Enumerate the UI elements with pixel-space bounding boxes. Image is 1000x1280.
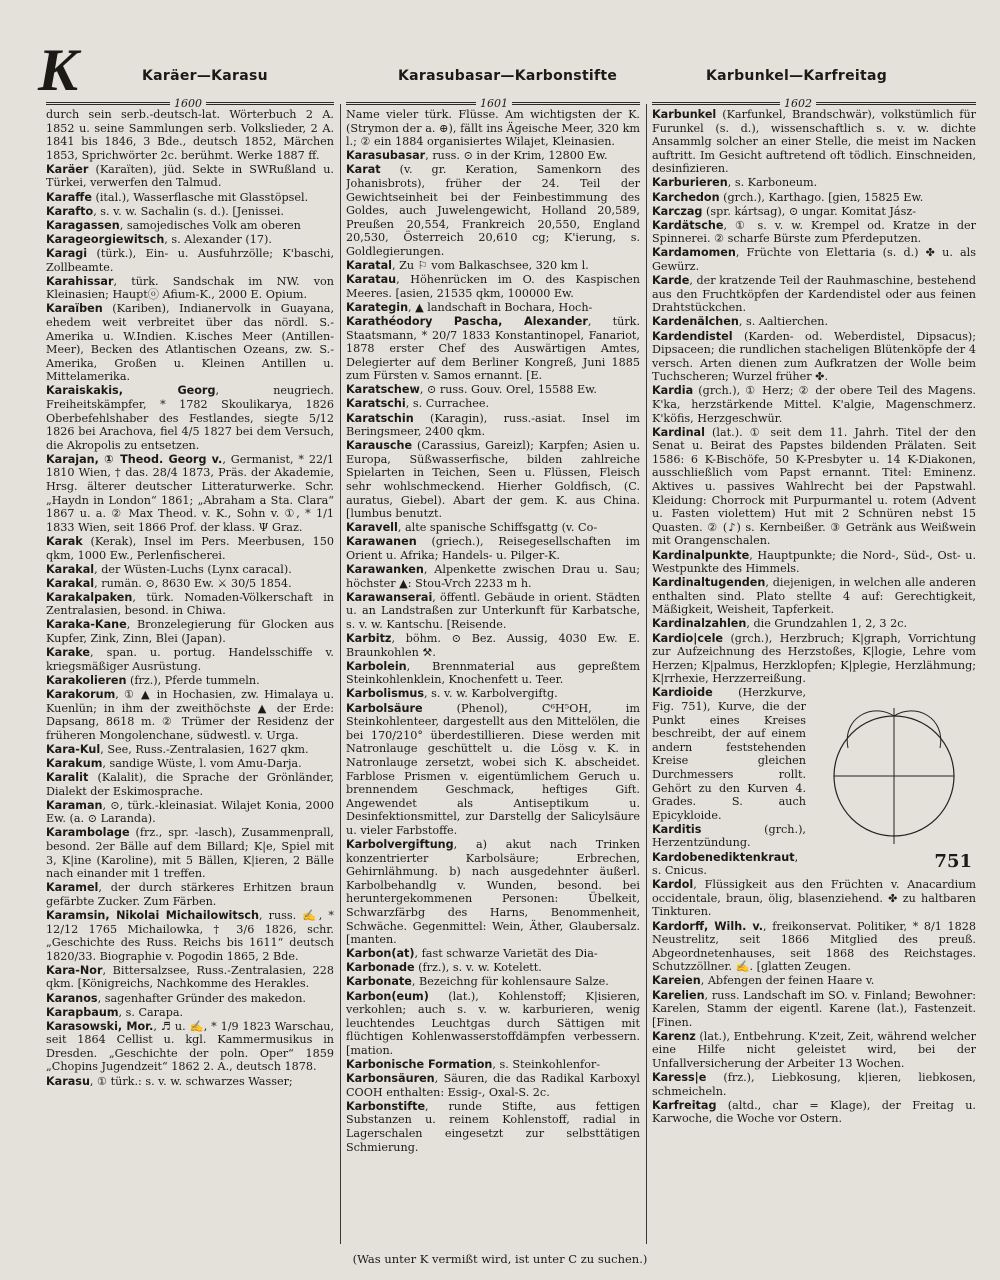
dictionary-entry — [652, 576, 976, 617]
dictionary-entry — [346, 687, 640, 701]
page-number-right: 1602 — [780, 97, 816, 110]
dictionary-entry — [346, 1100, 640, 1154]
entry-headword: Karagi — [46, 246, 88, 260]
entry-headword: Karbunkel — [652, 108, 717, 121]
entry-text: , der Wüsten-Luchs (Lynx caracal). — [94, 562, 292, 576]
entry-headword: Karafto — [46, 204, 94, 218]
entry-headword: Karathéodory Pascha, Alexander — [346, 314, 588, 328]
entry-text: , s. v. w. Sachalin (s. d.). [Jenissei. — [93, 204, 284, 218]
entry-headword: Karditis — [652, 822, 702, 836]
entry-text: , türk. Staatsmann, * 20/7 1833 Konstantinopel, Fanariot, 1878 erster Chef des Auswärtigen Amtes, Delegierter auf dem Berliner Kongreß, Juni 1885 zum Fürsten v. Samos ernannt. [E. — [346, 314, 640, 383]
dictionary-entry — [346, 315, 640, 383]
dictionary-entry — [652, 1099, 976, 1126]
dictionary-entry — [46, 384, 334, 452]
entry-headword: Karakum — [46, 756, 103, 770]
entry-text: (Carassius, Gareizl); Karpfen; Asien u. Europa, Süßwasserfische, bilden zahlreiche Spielarten in Teichen, Seen u. Flüssen, Fleisch sehr wohlschmeckend. Hierher Goldfisch, (C. auratus, Giebel). Abart der gem. K. aus China. [lumbus benutzt. — [346, 439, 640, 521]
entry-headword: Karagassen — [46, 218, 120, 232]
entry-text: (Karagin), russ.-asiat. Insel im Beringsmeer, 2400 qkm. — [346, 411, 640, 439]
entry-text: , Bittersalzsee, Russ.-Zentralasien, 228 qkm. [Königreichs, Nachkomme des Herakles. — [46, 963, 334, 991]
entry-headword: Kardätsche — [652, 218, 724, 232]
entry-text: , diejenigen, in welchen alle anderen enthalten sind. Plato stellte 4 auf: Gerechtigkeit, Mäßigkeit, Weisheit, Tapferkeit. — [652, 576, 976, 617]
dictionary-entry — [46, 247, 334, 274]
dictionary-entry — [652, 384, 976, 425]
entry-headword: Karbolismus — [346, 687, 425, 701]
dictionary-entry — [652, 632, 976, 686]
entry-headword: Karasu — [46, 1074, 90, 1088]
entry-headword: Kardinalpunkte — [652, 548, 750, 562]
dictionary-entry — [46, 108, 334, 162]
entry-headword: Karaffe — [46, 190, 92, 204]
dictionary-entry — [652, 549, 976, 576]
entry-text: , ⊙ russ. Gouv. Orel, 15588 Ew. — [419, 383, 597, 397]
entry-headword: Karakal — [46, 562, 95, 576]
entry-text: , ▲ landschaft in Bochara, Hoch- — [408, 300, 593, 314]
entry-headword: Karambolage — [46, 826, 130, 840]
entry-headword: Kareien — [652, 974, 701, 988]
entry-text: (Herzkurve, Fig. 751), Kurve, die der Punkt eines Kreises beschreibt, der auf einem andern feststehenden Kreise gleichen Durchmessers rollt. Gehört zu den Kurven 4. Grades. S. auch Epicykloide. — [652, 686, 806, 822]
entry-text: (altd., char = Klage), der Freitag u. Karwoche, die Woche vor Ostern. — [652, 1098, 976, 1126]
entry-text: (grch.), Herzbruch; K|graph, Vorrichtung zur Aufzeichnung des Herzstoßes, K|logie, Lehre vom Herzen; K|palmus, Herzklopfen; K|plegie, Herzlähmung; K|rrhexie, Herzzerreißung. — [652, 631, 976, 686]
entry-text: , Brennmaterial aus gepreßtem Steinkohlenklein, Knochenfett u. Teer. — [346, 659, 640, 687]
dictionary-entry — [46, 771, 334, 798]
entry-text: , ① türk.: s. v. w. schwarzes Wasser; — [89, 1074, 293, 1088]
entry-text: , türk. Nomaden-Völkerschaft in Zentralasien, besond. in Chiwa. — [46, 590, 334, 618]
entry-headword: Karbolsäure — [346, 701, 423, 715]
entry-headword: Karbon(at) — [346, 947, 415, 961]
dictionary-entry — [46, 799, 334, 826]
dictionary-entry — [652, 274, 976, 315]
dictionary-entry — [46, 233, 334, 247]
entry-headword: Karavell — [346, 521, 398, 535]
entry-text: , fast schwarze Varietät des Dia- — [414, 947, 598, 961]
entry-text: , öffentl. Gebäude in orient. Städten u. an Landstraßen zur Unterkunft für Karbatsche, s. v. w. Kantschu. [Reisende. — [346, 590, 640, 631]
entry-text: , russ. Landschaft im SO. v. Finland; Bewohner: Karelen, Stamm der eigentl. Karene (lat.), Fastenzeit. [Finen. — [652, 988, 976, 1029]
entry-text: , alte spanische Schiffsgattg (v. Co- — [397, 521, 598, 535]
right-running-head: Karbunkel—Karfreitag — [706, 68, 888, 84]
entry-headword: Karbonate — [346, 975, 412, 989]
dictionary-entry — [46, 674, 334, 688]
dictionary-entry — [346, 397, 640, 411]
dictionary-entry — [346, 990, 640, 1058]
entry-headword: Karawanserai — [346, 590, 433, 604]
dictionary-entry — [652, 205, 976, 219]
dictionary-entry — [46, 688, 334, 742]
entry-headword: Karfreitag — [652, 1098, 717, 1112]
dictionary-entry — [346, 273, 640, 300]
dictionary-entry — [46, 757, 334, 771]
dictionary-entry — [346, 702, 640, 838]
dictionary-entry — [346, 1058, 640, 1072]
entry-text: , ① s. v. w. Krempel od. Kratze in der Spinnerei. ② scharfe Bürste zum Pferdeputzen. — [652, 218, 976, 246]
dictionary-entry — [46, 1075, 334, 1089]
entry-text: , Früchte von Elettaria (s. d.) ✤ u. als Gewürz. — [652, 246, 976, 274]
entry-text: (frz.), Pferde tummeln. — [126, 673, 260, 687]
dictionary-entry — [346, 383, 640, 397]
entry-text: (Karfunkel, Brandschwär), volkstümlich für Furunkel (s. d.), wissenschaftlich s. v. w. dichte Ansammlg solcher an einer Stelle, die meist im Nacken auftritt. Im Gesicht auftretend oft tödlich. Einschneiden, desinfizieren. — [652, 108, 976, 176]
entry-headword: Kardamomen — [652, 246, 736, 260]
entry-headword: Kardinaltugenden — [652, 576, 766, 590]
entry-text: , der durch stärkeres Erhitzen braun gefärbte Zucker. Zum Färben. — [46, 881, 334, 908]
dictionary-entry — [652, 617, 976, 631]
entry-text: , neugriech. Freiheitskämpfer, * 1782 Skoulikarya, 1826 Oberbefehlshaber des Festlandes, siegte 5/12 1826 bei Arachova, fiel 4/5 1827 bei dem Versuch, die Akropolis zu entsetzen. — [46, 384, 334, 452]
entry-headword: Karatschi — [346, 397, 406, 411]
entry-text: (lat.). ① seit dem 11. Jahrh. Titel der den Senat u. Beirat des Papstes bildenden Prälaten. Seit 1586: 6 K-Bischöfe, 50 K-Presbyter u. 14 K-Diakonen, ausschließlich vom Papst ernannt. Titel: Eminenz. Aktives u. passives Wahlrecht bei der Papstwahl. Kleidung: Chorrock mit Purpurmantel u. rotem (Advent u. Fasten violettem) Hut mit 2 Schnüren nebst 15 Quasten. ② (♪) s. Kernbeißer. ③ Getränk aus Weißwein mit Orangenschalen. — [652, 425, 976, 548]
dictionary-entry — [46, 1006, 334, 1020]
entry-text: (ital.), Wasserflasche mit Glasstöpsel. — [91, 190, 309, 204]
entry-text: , der kratzende Teil der Rauhmaschine, bestehend aus den Fruchtköpfen der Kardendistel oder aus feinen Drahtstückchen. — [652, 274, 976, 315]
dictionary-entry — [652, 176, 976, 190]
entry-text: (lat.), Entbehrung. K'zeit, Zeit, während welcher eine Hilfe nicht geleistet wird, bei der Unfallversicherung der Arbeiter 13 Wochen. — [652, 1029, 976, 1070]
entry-headword: Karbon(eum) — [346, 989, 429, 1003]
entry-headword: Karausche — [346, 439, 413, 453]
dictionary-entry — [46, 826, 334, 880]
dictionary-entry — [346, 660, 640, 687]
entry-headword: Karakolieren — [46, 673, 127, 687]
dictionary-entry — [652, 330, 976, 384]
dictionary-entry — [46, 909, 334, 963]
entry-headword: Karbonade — [346, 961, 415, 975]
entry-text: , die Grundzahlen 1, 2, 3 2c. — [746, 617, 908, 631]
entry-headword: Karaiskakis, Georg — [46, 384, 216, 398]
center-running-head: Karasubasar—Karbonstifte — [398, 68, 618, 84]
entry-headword: Karajan, ① Theod. Georg v. — [46, 452, 223, 466]
entry-text: , s. Steinkohlenfor- — [492, 1057, 601, 1071]
entry-headword: Karczag — [652, 204, 703, 218]
entry-text: , Höhenrücken im O. des Kaspischen Meeres. [asien, 21535 qkm, 100000 Ew. — [346, 273, 640, 300]
dictionary-entry — [346, 301, 640, 315]
entry-headword: Karde — [652, 274, 690, 288]
dictionary-entry — [346, 108, 640, 149]
dictionary-entry — [46, 205, 334, 219]
entry-headword: Kara-Kul — [46, 742, 101, 756]
entry-headword: Karapbaum — [46, 1005, 119, 1019]
entry-headword: Karenz — [652, 1029, 696, 1043]
dictionary-entry — [652, 878, 976, 919]
entry-headword: Karelien — [652, 988, 705, 1002]
dictionary-entry — [46, 743, 334, 757]
entry-text: (spr. kártsag), ⊙ ungar. Komitat Jász- — [702, 204, 917, 218]
entry-text: , Abfengen der feinen Haare v. — [700, 974, 875, 988]
dictionary-entry — [652, 920, 976, 974]
dictionary-entry — [46, 163, 334, 190]
entry-text: Name vieler türk. Flüsse. Am wichtigsten der K. (Strymon der a. ⊕), fällt ins Ägeische Meer, 320 km l.; ② ein 1884 organisiertes Wilajet, Kleinasien. — [346, 108, 640, 149]
entry-text: (Kariben), Indianervolk in Guayana, ehedem weit verbreitet über das nördl. S.-Amerika u. W.Indien. K.isches Meer (Antillen-Meer), Becken des Atlantischen Ozeans, zw. S.-Amerika, Großen u. Kleinen Antillen u. Mittelamerika. — [46, 302, 334, 384]
entry-text: (Karden- od. Weberdistel, Dipsacus); Dipsaceen; die rundlichen stacheligen Blütenköpfe der 4 versch. Arten dienen zum Aufkratzen der Wolle beim Tuchscheren; Wurzel früher ✤. — [652, 329, 976, 384]
entry-text: , runde Stifte, aus fettigen Substanzen u. reinem Kohlenstoff, radial in Lagerschalen eingesetzt zur selbsttätigen Schmierung. — [346, 1099, 640, 1154]
cardioid-figure — [812, 688, 976, 872]
entry-headword: Karategin — [346, 300, 409, 314]
dictionary-entry — [346, 412, 640, 439]
column-left — [46, 108, 334, 1248]
entry-headword: Karakal — [46, 576, 95, 590]
dictionary-entry — [652, 191, 976, 205]
entry-headword: Karburieren — [652, 176, 728, 190]
dictionary-entry — [346, 632, 640, 659]
dictionary-entry — [46, 881, 334, 908]
entry-text: , Bezeichng für kohlensaure Salze. — [411, 975, 609, 989]
entry-headword: Kardioide — [652, 686, 713, 700]
entry-text: durch sein serb.-deutsch-lat. Wörterbuch 2 A. 1852 u. seine Sammlungen serb. Volkslieder, 2 A. 1841 bis 1846, 3 Bde., deutsch 1852, Märchen 1853, Sprichwörter 2c. berühmt. Werke 1887 ff. — [46, 108, 334, 162]
entry-headword: Kardio|cele — [652, 631, 723, 645]
entry-headword: Kardobenediktenkraut — [652, 850, 795, 864]
entry-text: (frz., spr. -lasch), Zusammenprall, besond. 2er Bälle auf dem Billard; K|e, Spiel mit 3, K|ine (Karoline), mit 5 Bällen, K|ieren, 2 Bälle nach einander mit 1 treffen. — [46, 826, 334, 881]
entry-headword: Kardinal — [652, 425, 705, 439]
entry-headword: Karat — [346, 163, 381, 177]
entry-text: (frz.), s. v. w. Kotelett. — [414, 961, 542, 975]
entry-text: , s. Alexander (17). — [164, 232, 272, 246]
dictionary-entry — [46, 992, 334, 1006]
dictionary-entry — [346, 975, 640, 989]
entry-text: , s. Aaltierchen. — [738, 315, 829, 329]
entry-headword: Kardendistel — [652, 329, 733, 343]
entry-text: , Bronzelegierung für Glocken aus Kupfer, Zink, Zinn, Blei (Japan). — [46, 618, 334, 646]
dictionary-entry — [46, 302, 334, 384]
page-number-left: 1600 — [170, 97, 206, 110]
dictionary-entry — [46, 646, 334, 673]
entry-text: , russ. ⊙ in der Krim, 12800 Ew. — [425, 149, 608, 163]
entry-text: , s. Karboneum. — [727, 176, 818, 190]
dictionary-entry — [46, 563, 334, 577]
entry-text: (grch.), Herzentzündung. — [652, 822, 806, 850]
page-number-center: 1601 — [476, 97, 512, 110]
entry-headword: Karaïben — [46, 302, 103, 316]
entry-text: , ⊙, türk.-kleinasiat. Wilajet Konia, 2000 Ew. (a. ⊙ Laranda). — [46, 798, 334, 826]
dictionary-entry — [346, 521, 640, 535]
entry-headword: Karalit — [46, 771, 89, 784]
dictionary-entry — [46, 577, 334, 591]
entry-headword: Karawanken — [346, 563, 424, 577]
dictionary-entry — [46, 618, 334, 645]
entry-text: (grch.), Karthago. [gien, 15825 Ew. — [719, 190, 924, 204]
dictionary-entry — [346, 591, 640, 632]
dictionary-entry — [652, 426, 976, 548]
dictionary-entry — [346, 563, 640, 590]
entry-text: , türk. Sandschak im NW. von Kleinasien; Hauptⓞ Afium-K., 2000 E. Opium. — [46, 274, 334, 302]
entry-text: , böhm. ⊙ Bez. Aussig, 4030 Ew. E. Braunkohlen ⚒. — [346, 632, 640, 659]
entry-text: , Säuren, die das Radikal Karboxyl COOH enthalten: Essig-, Oxal-S. 2c. — [346, 1072, 640, 1099]
dictionary-entry — [346, 163, 640, 258]
dictionary-entry — [46, 535, 334, 562]
entry-headword: Karamsin, Nikolai Michailowitsch — [46, 908, 259, 922]
dictionary-entry — [346, 439, 640, 521]
column-center — [346, 108, 640, 1246]
entry-text: , s. Cnicus. — [652, 850, 799, 878]
entry-headword: Kardorff, Wilh. v. — [652, 919, 764, 933]
dictionary-entry — [652, 246, 976, 273]
entry-text: (türk.), Ein- u. Ausfuhrzölle; K'baschi, Zollbeamte. — [46, 246, 334, 274]
page-footer-note: (Was unter K vermißt wird, ist unter C zu suchen.) — [352, 1252, 648, 1266]
left-running-head: Karäer—Karasu — [142, 68, 268, 84]
section-letter: K — [38, 37, 79, 103]
entry-headword: Karbolvergiftung — [346, 837, 454, 851]
entry-text: (frz.), Liebkosung, k|ieren, liebkosen, schmeicheln. — [652, 1071, 976, 1098]
entry-text: , samojedisches Volk am oberen — [119, 218, 301, 232]
entry-headword: Karatau — [346, 273, 397, 287]
dictionary-entry — [46, 1020, 334, 1074]
entry-headword: Karbitz — [346, 632, 392, 646]
entry-text: , freikonservat. Politiker, * 8/1 1828 Neustrelitz, seit 1866 Mitglied des preuß. Abgeordnetenhauses, seit 1868 des Reichstages. Schutzzöllner. ✍. [glatten Zeugen. — [652, 919, 976, 974]
entry-headword: Karasowski, Mor. — [46, 1019, 154, 1033]
entry-text: , sagenhafter Gründer des makedon. — [97, 991, 306, 1005]
dictionary-entry — [46, 964, 334, 991]
entry-text: (Phenol), C⁶H⁵OH, im Steinkohlenteer, dargestellt aus den Mittelölen, die bei 170/210° überdestillieren. Diese werden mit Natronlauge geschüttelt u. die Lösg v. K. in Natronlauge zersetzt, wobei sich K. abscheidet. Farblose Prismen v. eigentümlichem Geruch u. brennendem Geschmack, heftiges Gift. Angewendet als Antiseptikum u. Desinfektionsmittel, zur Darstellg der Salicylsäure u. vieler Farbstoffe. — [346, 701, 640, 837]
column-right — [652, 108, 976, 1238]
entry-headword: Karchedon — [652, 190, 720, 204]
entry-text: (grch.), ① Herz; ② der obere Teil des Magens. K'ka, herzstärkende Mittel. K'algie, Magenschmerz. K'köfis, Herzgeschwür. — [652, 384, 976, 425]
entry-text: , s. Carapa. — [118, 1005, 184, 1019]
entry-text: , Alpenkette zwischen Drau u. Sau; höchster ▲: Stou-Vrch 2233 m h. — [346, 563, 640, 590]
entry-headword: Kardenälchen — [652, 315, 739, 329]
entry-text: (griech.), Reisegesellschaften im Orient u. Afrika; Handels- u. Pilger-K. — [346, 535, 640, 562]
entry-headword: Karatal — [346, 259, 393, 273]
dictionary-entry — [346, 535, 640, 562]
dictionary-entry — [46, 591, 334, 618]
entry-text: , span. u. portug. Handelsschiffe v. kriegsmäßiger Ausrüstung. — [46, 646, 334, 673]
dictionary-entry — [652, 974, 976, 988]
dictionary-entry — [346, 947, 640, 961]
entry-headword: Karbonstifte — [346, 1099, 426, 1113]
entry-headword: Karbolein — [346, 659, 407, 673]
entry-headword: Karbonsäuren — [346, 1072, 435, 1086]
dictionary-entry — [346, 259, 640, 273]
entry-headword: Kardia — [652, 384, 694, 398]
entry-text: (Karaïten), jüd. Sekte in SWRußland u. Türkei, verwerfen den Talmud. — [46, 162, 334, 190]
entry-headword: Karawanen — [346, 535, 417, 549]
entry-headword: Kara-Nor — [46, 963, 103, 977]
entry-text: (v. gr. Keration, Samenkorn des Johanisbrots), früher der 24. Teil der Gewichtseinheit bei der Feinbestimmung des Goldes, auch Juwelengewicht, Holland 20,589, Preußen 20,554, Frankreich 20,550, England 20,530, Österreich 20,610 cg; K'ierung, s. Goldlegierungen. — [346, 163, 640, 258]
dictionary-entry — [652, 1071, 976, 1098]
entry-text: (Kerak), Insel im Pers. Meerbusen, 150 qkm, 1000 Ew., Perlenfischerei. — [46, 534, 334, 562]
dictionary-entry — [346, 961, 640, 975]
entry-headword: Karäer — [46, 162, 89, 176]
dictionary-entry — [46, 219, 334, 233]
entry-headword: Karamel — [46, 881, 99, 895]
entry-headword: Kardinalzahlen — [652, 617, 747, 631]
entry-headword: Karbonische Formation — [346, 1057, 493, 1071]
entry-text: , Hauptpunkte; die Nord-, Süd-, Ost- u. Westpunkte des Himmels. — [652, 548, 976, 576]
entry-text: , Zu ⚐ vom Balkaschsee, 320 km l. — [392, 259, 589, 273]
dictionary-entry — [46, 275, 334, 302]
entry-headword: Karaka-Kane — [46, 618, 127, 632]
entry-headword: Karake — [46, 646, 91, 660]
dictionary-entry — [346, 149, 640, 163]
entry-headword: Karatschin — [346, 411, 414, 425]
entry-headword: Karakalpaken — [46, 590, 133, 604]
entry-headword: Karanos — [46, 991, 98, 1005]
entry-headword: Karakorum — [46, 687, 116, 701]
entry-text: (Kalalit), die Sprache der Grönländer, Dialekt der Eskimosprache. — [46, 771, 334, 798]
dictionary-entry — [652, 108, 976, 176]
entry-headword: Karess|e — [652, 1071, 707, 1085]
entry-text: , s. Currachee. — [405, 397, 490, 411]
column-divider — [340, 104, 341, 1244]
entry-headword: Karaman — [46, 798, 103, 812]
entry-headword: Karageorgiewitsch — [46, 232, 165, 246]
entry-text: , ♬ u. ✍, * 1/9 1823 Warschau, seit 1864 Cellist u. kgl. Kammermusikus in Dresden. „Geschichte der poln. Oper“ 1859 „Chopins Jugendzeit“ 1862 2. A., deutsch 1878. — [46, 1019, 334, 1074]
entry-headword: Karahissar — [46, 274, 114, 288]
dictionary-entry — [652, 315, 976, 329]
dictionary-entry — [346, 1072, 640, 1099]
entry-text: , See, Russ.-Zentralasien, 1627 qkm. — [100, 742, 309, 756]
entry-text: , a) akut nach Trinken konzentrierter Karbolsäure; Erbrechen, Gehirnlähmung. b) nach ausgedehnter äußerl. Karbolbehandlg v. Wunden, besond. bei heruntergekommenen Personen: Übelkeit, Schwarzfärbg des Harns, Benommenheit, Schwäche. Gegenmittel: Wein, Äther, Glaubersalz. [manten. — [346, 837, 640, 947]
entry-text: , russ. ✍, * 12/12 1765 Michailowka, † 3/6 1826, schr. „Geschichte des Russ. Reichs bis 1611“ deutsch 1820/33. Biographie v. Pogodin 1865, 2 Bde. — [46, 908, 334, 963]
entry-headword: Kardol — [652, 878, 694, 892]
dictionary-entry — [46, 453, 334, 535]
cardioid-diagram — [812, 688, 976, 848]
entry-text: , Germanist, * 22/1 1810 Wien, † das. 28/4 1873, Präs. der Akademie, Hrsg. älterer deutscher Litteraturwerke. Schr. „Haydn in London“ 1861; „Abraham a Sta. Clara“ 1867 u. a. ② Max Theod. v. K., Sohn v. ①, * 1/1 1833 Wien, seit 1866 Prof. der klass. Ψ Graz. — [46, 452, 334, 534]
dictionary-entry — [652, 1030, 976, 1071]
entry-text: , rumän. ⊙, 8630 Ew. ⚔ 30/5 1854. — [94, 576, 292, 590]
column-divider — [646, 104, 647, 1244]
dictionary-entry — [652, 989, 976, 1030]
entry-headword: Karatschew — [346, 383, 420, 397]
entry-text: , sandige Wüste, l. vom Amu-Darja. — [102, 756, 302, 770]
entry-headword: Karak — [46, 534, 83, 548]
entry-text: , Flüssigkeit aus den Früchten v. Anacardium occidentale, braun, ölig, blasenziehend. ✤ zu haltbaren Tinkturen. — [652, 878, 976, 919]
entry-text: , ① ▲ in Hochasien, zw. Himalaya u. Kuenlün; in ihm der zweithöchste ▲ der Erde: Dapsang, 8618 m. ② Trümer der Residenz der früheren Mongolenchane, südwestl. v. Urga. — [46, 687, 334, 742]
figure-number: 751 — [934, 850, 972, 872]
dictionary-entry — [46, 191, 334, 205]
entry-text: (lat.), Kohlenstoff; K|isieren, verkohlen; auch s. v. w. karburieren, wenig leuchtendes Leuchtgas durch Sättigen mit flüchtigen Kohlenwasserstoffdämpfen verbessern. [mation. — [346, 989, 640, 1057]
entry-text: , s. v. w. Karbolvergiftg. — [424, 687, 558, 701]
dictionary-entry — [346, 838, 640, 947]
dictionary-entry — [652, 219, 976, 246]
entry-headword: Karasubasar — [346, 149, 426, 163]
